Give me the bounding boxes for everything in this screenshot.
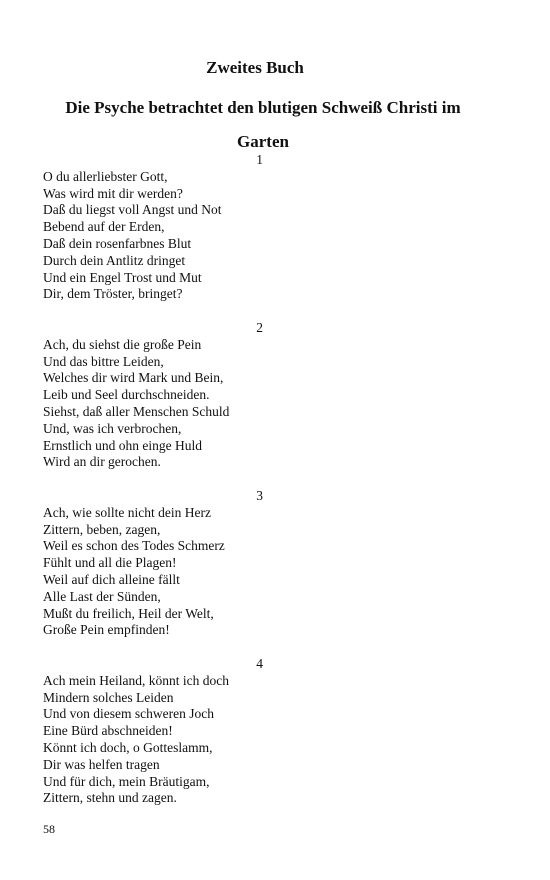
verse-line: Dir was helfen tragen [43, 756, 160, 772]
page-number: 58 [43, 822, 55, 836]
verse-line: Durch dein Antlitz dringet [43, 252, 186, 268]
verse-line: Und ein Engel Trost und Mut [43, 269, 202, 285]
verse-line: Große Pein empfinden! [43, 622, 170, 638]
verse-line: Bebend auf der Erden, [43, 219, 165, 235]
chapter-title: Die Psyche betrachtet den blutigen Schweiß Christi im Garten [65, 98, 461, 151]
verse-line: Ach, du siehst die große Pein [43, 336, 202, 352]
stanza-1 [43, 152, 283, 303]
verse-line: Ernstlich und ohn einge Huld [43, 437, 202, 453]
verse-line: Und das bittre Leiden, [43, 353, 164, 369]
verse-line: Und, was ich verbrochen, [43, 420, 182, 436]
verse-line: Leib und Seel durchschneiden. [43, 387, 210, 403]
stanza-number: 3 [256, 488, 263, 503]
stanza-3 [43, 488, 283, 639]
verse-line: Daß dein rosenfarbnes Blut [43, 235, 192, 251]
stanza-2 [43, 320, 283, 471]
verse-line: O du allerliebster Gott, [43, 168, 168, 184]
verse-line: Alle Last der Sünden, [43, 588, 161, 604]
verse-line: Zittern, stehn und zagen. [43, 790, 177, 806]
verse-line: Siehst, daß aller Menschen Schuld [43, 403, 230, 419]
verse-line: Zittern, beben, zagen, [43, 521, 161, 537]
verse-line: Weil es schon des Todes Schmerz [43, 538, 225, 554]
book-title: Zweites Buch [206, 58, 304, 77]
verse-line: Mindern solches Leiden [43, 689, 174, 705]
verse-line: Was wird mit dir werden? [43, 185, 183, 201]
verse-line: Mußt du freilich, Heil der Welt, [43, 605, 214, 621]
verse-line: Und von diesem schweren Joch [43, 706, 214, 722]
stanza-number: 1 [256, 152, 263, 167]
verse-line: Ach mein Heiland, könnt ich doch [43, 672, 229, 688]
verse-line: Welches dir wird Mark und Bein, [43, 370, 224, 386]
verse-line: Ach, wie sollte nicht dein Herz [43, 504, 211, 520]
verse-line: Könnt ich doch, o Gotteslamm, [43, 739, 213, 755]
stanza-4 [43, 656, 283, 807]
verse-line: Eine Bürd abschneiden! [43, 723, 173, 739]
verse-line: Weil auf dich alleine fällt [43, 571, 180, 587]
stanza-number: 4 [256, 656, 263, 671]
verse-line: Und für dich, mein Bräutigam, [43, 773, 210, 789]
verse-line: Dir, dem Tröster, bringet? [43, 286, 183, 302]
stanza-number: 2 [256, 320, 263, 335]
verse-line: Daß du liegst voll Angst und Not [43, 202, 222, 218]
verse-line: Fühlt und all die Plagen! [43, 555, 177, 571]
verse-line: Wird an dir gerochen. [43, 454, 161, 470]
